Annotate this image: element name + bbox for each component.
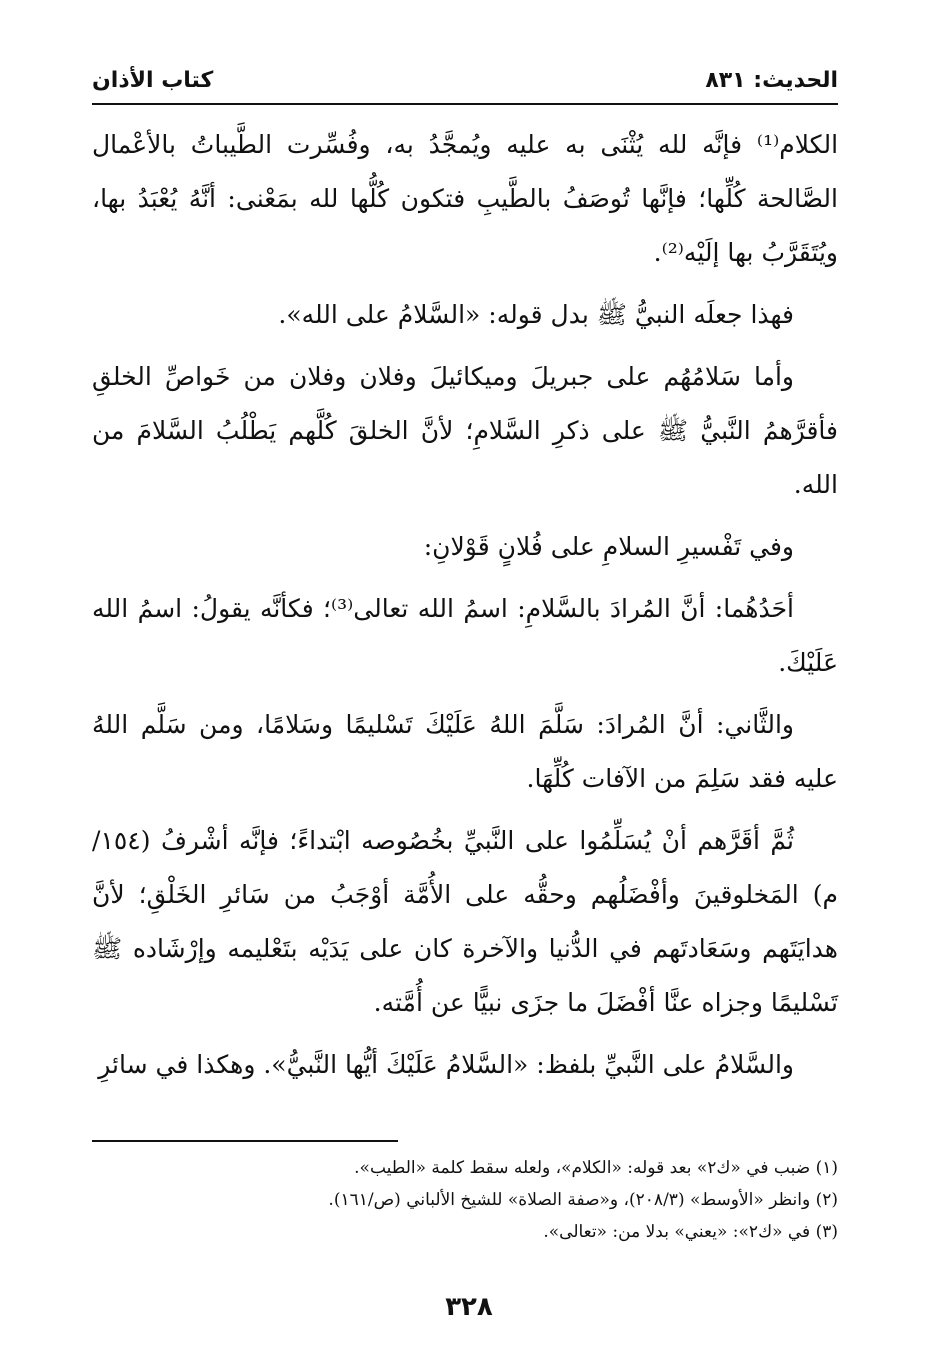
paragraph: وأما سَلامُهُم على جبريلَ وميكائيلَ وفلان وفلان من خَواصِّ الخلقِ فأقرَّهمُ النَّبيُّ ﷺ على ذكرِ السَّلامِ؛ لأنَّ الخلقَ كُلَّهم يَطْلُبُ السَّلامَ من الله. xyxy=(92,362,838,499)
footnote: (١) ضبب في «ك٢» بعد قوله: «الكلام»، ولعله سقط كلمة «الطيب». xyxy=(354,1158,838,1178)
paragraph-continuation: الكلام⁽¹⁾ فإنَّه لله يُثْنَى به عليه ويُمجَّدُ به، وفُسِّرت الطَّيباتُ بالأعْمال الصَّالحة كُلِّها؛ فإنَّها تُوصَفُ بالطَّيبِ فتكون كُلُّها لله بمَعْنى: أنَّهُ يُعْبَدُ بها، ويُتَقَرَّبُ بها إلَيْه⁽²⁾. xyxy=(92,130,839,267)
paragraph: فهذا جعلَه النبيُّ ﷺ بدل قوله: «السَّلامُ على الله». xyxy=(278,300,794,329)
footnote: (٣) في «ك٢»: «يعني» بدلا من: «تعالى». xyxy=(543,1222,838,1242)
main-text xyxy=(92,118,838,1100)
hadith-label: الحديث: ٨٣١ xyxy=(705,67,838,93)
paragraph: وفي تَفْسيرِ السلامِ على فُلانٍ قَوْلانِ: xyxy=(423,532,794,561)
footnote-rule xyxy=(92,1140,398,1142)
paragraph: ثُمَّ أقَرَّهم أنْ يُسَلِّمُوا على النَّبيِّ بخُصُوصه ابْتداءً؛ فإنَّه أشْرفُ (١٥٤/م) المَخلوقينَ وأفْضَلُهم وحقُّه على الأُمَّة أوْجَبُ من سَائرِ الخَلْقِ؛ لأنَّ هدايَتَهم وسَعَادتَهم في الدُّنيا والآخرة كان على يَدَيْه بتَعْليمه وإرْشَاده ﷺ تَسْليمًا وجزاه عنَّا أفْضَلَ ما جزَى نبيًّا عن أُمَّته. xyxy=(92,826,838,1017)
paragraph: والسَّلامُ على النَّبيِّ بلفظ: «السَّلامُ عَلَيْكَ أيُّها النَّبيُّ». وهكذا في سائرِ xyxy=(98,1050,794,1079)
footnotes xyxy=(92,1152,838,1248)
header-rule xyxy=(92,103,838,105)
book-title: كتاب الأذان xyxy=(92,67,214,93)
paragraph: أحَدُهُما: أنَّ المُرادَ بالسَّلامِ: اسمُ الله تعالى⁽³⁾؛ فكأنَّه يقولُ: اسمُ الله عَلَيْكَ. xyxy=(92,594,838,677)
page-number: ٣٢٨ xyxy=(445,1292,493,1322)
paragraph: والثَّاني: أنَّ المُرادَ: سَلَّمَ اللهُ عَلَيْكَ تَسْليمًا وسَلامًا، ومن سَلَّم اللهُ عليه فقد سَلِمَ من الآفات كُلِّهَا. xyxy=(92,710,838,793)
running-header xyxy=(92,62,838,98)
footnote: (٢) وانظر «الأوسط» (٢٠٨/٣)، و«صفة الصلاة» للشيخ الألباني (ص/١٦١). xyxy=(328,1190,838,1210)
